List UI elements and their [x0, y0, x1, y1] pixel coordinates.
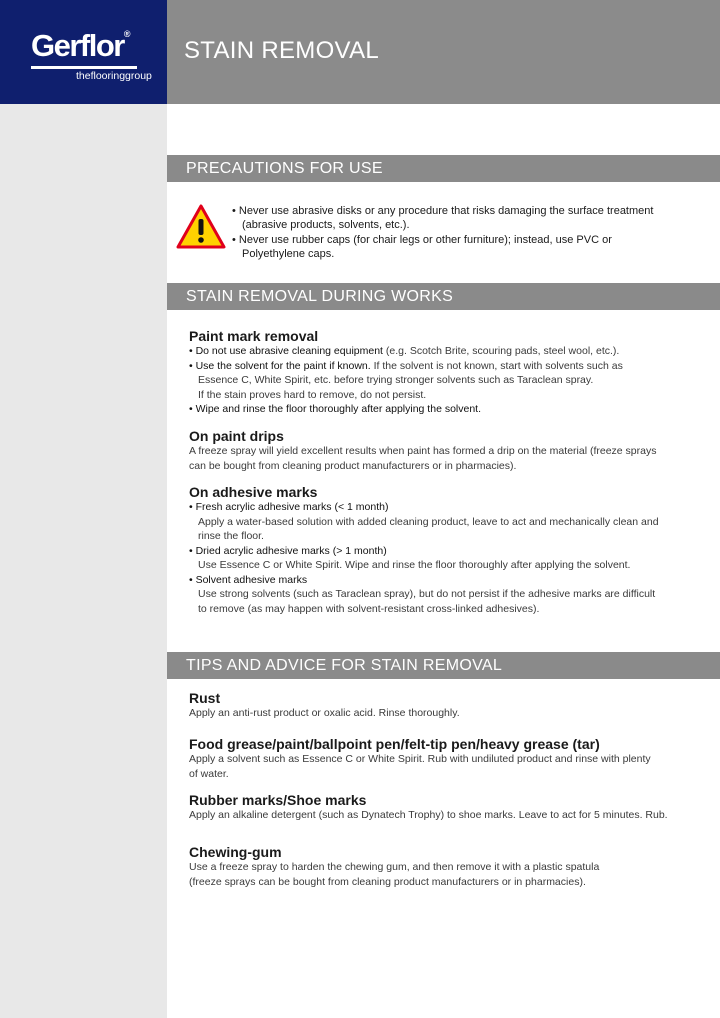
brand-logo: [0, 0, 167, 104]
rubber-heading: Rubber marks/Shoe marks: [189, 792, 367, 808]
precautions-list: [232, 204, 672, 261]
adhesive-block: [189, 485, 689, 616]
rubber-line-1: Apply an alkaline detergent (such as Dynatech Trophy) to shoe marks. Leave to act for 5 minutes. Rub.: [189, 809, 668, 821]
paint-bullet-2-text: If the solvent is not known, start with solvents such as: [370, 359, 623, 372]
section-bar-tips: [167, 652, 720, 679]
adhesive-item-1-line-1: Apply a water-based solution with added cleaning product, leave to act and mechanically clean and: [198, 515, 659, 528]
section-title-precautions: PRECAUTIONS FOR USE: [186, 160, 383, 177]
rust-heading: Rust: [189, 690, 221, 706]
paint-bullet-1-text: (e.g. Scotch Brite, scouring pads, steel wool, etc.).: [382, 345, 620, 357]
precaution-item: • Never use abrasive disks or any procedure that risks damaging the surface treatment (abrasive products, solvents, etc.).: [232, 205, 654, 232]
adhesive-item-1-lead: • Fresh acrylic adhesive marks (< 1 month): [189, 501, 389, 513]
brand-name: Gerflor: [31, 28, 124, 63]
adhesive-item-2-line-1: Use Essence C or White Spirit. Wipe and rinse the floor thoroughly after applying the solvent.: [198, 559, 631, 571]
section-title-tips: TIPS AND ADVICE FOR STAIN REMOVAL: [186, 657, 503, 674]
chewing-gum-block: [189, 845, 689, 889]
paint-drips-heading: On paint drips: [189, 428, 284, 444]
adhesive-heading: On adhesive marks: [189, 484, 318, 500]
precaution-item: • Never use rubber caps (for chair legs or other furniture); instead, use PVC or Polyethylene caps.: [232, 233, 612, 260]
paint-bullet-2-line-2: Essence C, White Spirit, etc. before trying stronger solvents such as Taraclean spray.: [198, 374, 594, 386]
paint-drips-line-2: can be bought from cleaning product manufacturers or in pharmacies).: [189, 459, 517, 472]
paint-mark-heading: Paint mark removal: [189, 328, 319, 344]
left-side-strip: [0, 104, 167, 1018]
rust-block: [189, 691, 689, 721]
adhesive-item-2-lead: • Dried acrylic adhesive marks (> 1 month): [189, 544, 387, 557]
rubber-block: [189, 793, 689, 823]
adhesive-item-1-line-2: rinse the floor.: [198, 530, 264, 542]
paint-bullet-3: • Wipe and rinse the floor thoroughly after applying the solvent.: [189, 403, 482, 415]
paint-bullet-2-lead: • Use the solvent for the paint if known.: [189, 359, 371, 372]
section-bar-during-works: [167, 283, 720, 310]
adhesive-item-3-line-1: Use strong solvents (such as Taraclean spray), but do not persist if the adhesive marks are difficult: [198, 588, 656, 600]
chewing-gum-heading: Chewing-gum: [189, 844, 282, 860]
grease-heading: Food grease/paint/ballpoint pen/felt-tip pen/heavy grease (tar): [189, 736, 600, 752]
grease-line-1: Apply a solvent such as Essence C or White Spirit. Rub with undiluted product and rinse with plenty: [189, 753, 651, 765]
paint-drips-block: [189, 429, 689, 473]
paint-bullet-1-lead: • Do not use abrasive cleaning equipment: [189, 345, 383, 357]
brand-tagline: theflooringgroup: [76, 70, 152, 82]
adhesive-item-3-line-2: to remove (as may happen with solvent-resistant cross-linked adhesives).: [198, 602, 540, 615]
section-bar-precautions: [167, 155, 720, 182]
chewing-gum-line-1: Use a freeze spray to harden the chewing gum, and then remove it with a plastic spatula: [189, 861, 600, 873]
paint-mark-block: [189, 329, 689, 417]
registered-mark-icon: ®: [123, 29, 131, 39]
grease-block: [189, 737, 689, 781]
warning-icon: [176, 204, 226, 250]
grease-line-2: of water.: [189, 767, 229, 780]
adhesive-item-3-lead: • Solvent adhesive marks: [189, 573, 308, 586]
chewing-gum-line-2: (freeze sprays can be bought from cleaning product manufacturers or in pharmacies).: [189, 875, 586, 888]
paint-drips-line-1: A freeze spray will yield excellent results when paint has formed a drip on the material (freeze sprays: [189, 445, 657, 457]
rust-line-1: Apply an anti-rust product or oxalic acid. Rinse thoroughly.: [189, 707, 460, 719]
paint-bullet-2-line-3: If the stain proves hard to remove, do not persist.: [198, 388, 427, 401]
logo-underline: [31, 66, 137, 69]
section-title-during-works: STAIN REMOVAL DURING WORKS: [186, 288, 454, 305]
header-bar: [167, 0, 720, 104]
page-title: STAIN REMOVAL: [184, 37, 380, 64]
